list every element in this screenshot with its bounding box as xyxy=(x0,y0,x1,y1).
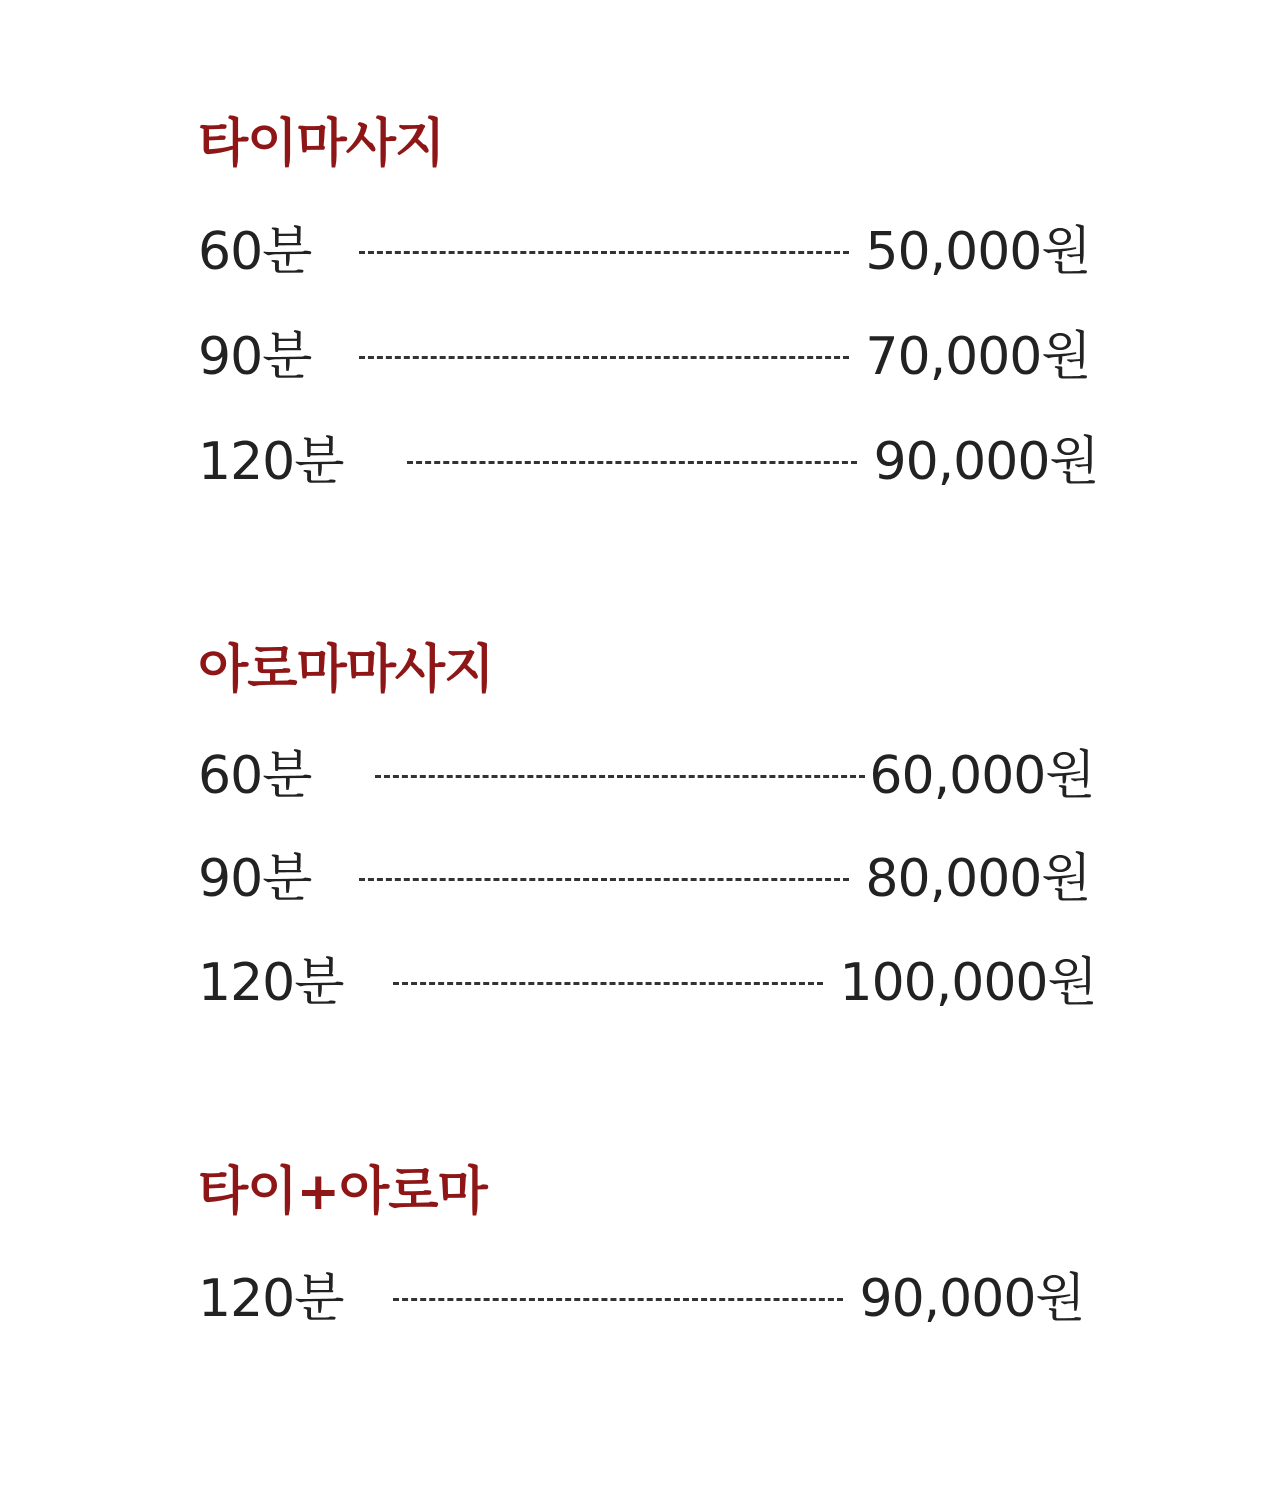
price-row xyxy=(198,432,1099,492)
price-row xyxy=(198,222,1091,282)
price-row xyxy=(198,746,1095,806)
duration-label: 120분 xyxy=(198,432,344,492)
dotted-leader xyxy=(375,775,865,778)
dotted-leader xyxy=(359,251,849,254)
price-label: 80,000원 xyxy=(865,849,1091,909)
section-title-thai: 타이마사지 xyxy=(198,114,445,174)
dotted-leader xyxy=(359,878,849,881)
duration-label: 90분 xyxy=(198,327,312,387)
price-label: 60,000원 xyxy=(869,746,1095,806)
duration-label: 90분 xyxy=(198,849,312,909)
dotted-leader xyxy=(407,461,857,464)
duration-label: 60분 xyxy=(198,746,312,806)
price-row xyxy=(198,1269,1085,1329)
price-label: 50,000원 xyxy=(865,222,1091,282)
price-label: 90,000원 xyxy=(873,432,1099,492)
section-title-thai-aroma: 타이+아로마 xyxy=(198,1162,487,1222)
price-row xyxy=(198,849,1091,909)
duration-label: 120분 xyxy=(198,1269,344,1329)
dotted-leader xyxy=(359,356,849,359)
price-row xyxy=(198,953,1097,1013)
price-label: 70,000원 xyxy=(865,327,1091,387)
dotted-leader xyxy=(393,1298,843,1301)
price-label: 90,000원 xyxy=(859,1269,1085,1329)
price-row xyxy=(198,327,1091,387)
dotted-leader xyxy=(393,982,823,985)
section-title-aroma: 아로마마사지 xyxy=(198,640,494,700)
duration-label: 60분 xyxy=(198,222,312,282)
price-label: 100,000원 xyxy=(839,953,1097,1013)
duration-label: 120분 xyxy=(198,953,344,1013)
